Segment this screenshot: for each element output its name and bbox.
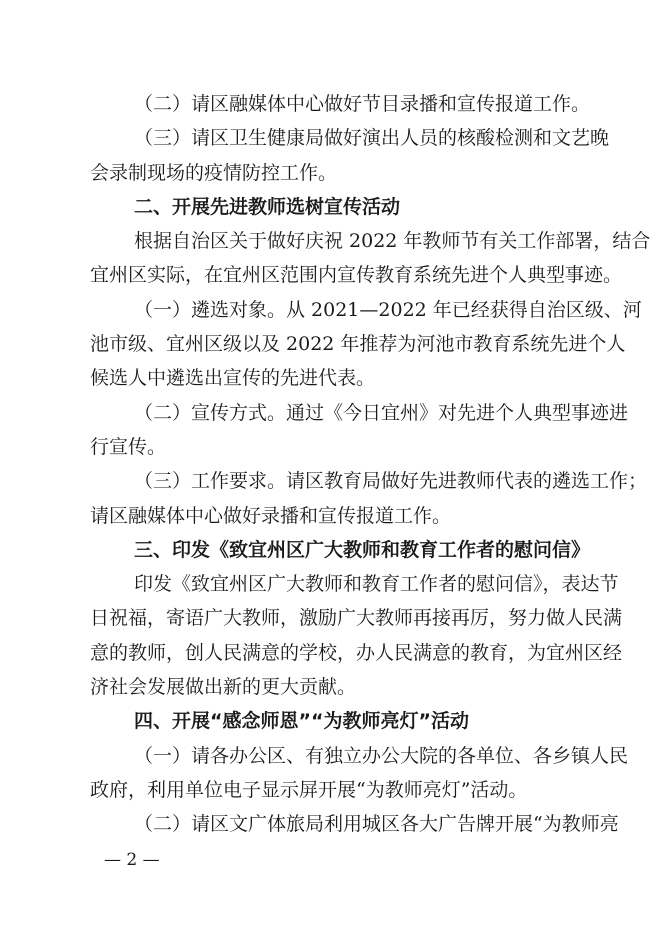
text-line: 宜州区实际，在宜州区范围内宣传教育系统先进个人典型事迹。 — [90, 264, 623, 287]
text-line: 三、印发《致宜州区广大教师和教育工作者的慰问信》 — [134, 538, 591, 561]
paragraph — [90, 224, 651, 293]
document-body — [90, 87, 651, 842]
text-line: 日祝福，寄语广大教师，激励广大教师再接再厉，努力做人民满 — [90, 607, 623, 630]
text-line: 济社会发展做出新的更大贡献。 — [90, 676, 357, 699]
page-number: — 2 — — [104, 850, 160, 870]
paragraph — [90, 464, 648, 533]
paragraph — [90, 396, 629, 465]
text-line: 印发《致宜州区广大教师和教育工作者的慰问信》，表达节 — [134, 573, 619, 596]
paragraph — [90, 293, 642, 396]
paragraph — [90, 121, 610, 190]
text-line: 请区融媒体中心做好录播和宣传报道工作。 — [90, 504, 452, 527]
paragraph — [90, 807, 619, 841]
section-heading — [90, 704, 580, 738]
text-line: （一）遴选对象。从 2021—2022 年已经获得自治区级、河 — [134, 298, 642, 321]
text-line: 政府，利用单位电子显示屏开展“为教师亮灯”活动。 — [90, 778, 528, 801]
text-line: 根据自治区关于做好庆祝 2022 年教师节有关工作部署，结合 — [134, 230, 651, 253]
text-line: （二）请区融媒体中心做好节目录播和宣传报道工作。 — [134, 93, 591, 115]
paragraph — [90, 87, 591, 121]
text-line: 意的教师，创人民满意的学校，办人民满意的教育，为宜州区经 — [90, 641, 623, 664]
text-line: （三）请区卫生健康局做好演出人员的核酸检测和文艺晚 — [134, 127, 610, 150]
text-line: 池市级、宜州区级以及 2022 年推荐为河池市教育系统先进个人 — [90, 333, 626, 356]
text-line: 四、开展“感念师恩”“为教师亮灯”活动 — [134, 710, 469, 733]
text-line: （二）宣传方式。通过《今日宜州》对先进个人典型事迹进 — [134, 401, 629, 424]
section-heading — [90, 533, 591, 567]
section-heading — [90, 190, 580, 224]
paragraph — [90, 567, 623, 704]
text-line: 行宣传。 — [90, 435, 167, 458]
text-line: （一）请各办公区、有独立办公大院的各单位、各乡镇人民 — [134, 744, 629, 767]
text-line: （三）工作要求。请区教育局做好先进教师代表的遴选工作； — [134, 470, 648, 493]
paragraph — [90, 739, 629, 808]
text-line: 候选人中遴选出宣传的先进代表。 — [90, 367, 376, 390]
text-line: 会录制现场的疫情防控工作。 — [90, 161, 338, 184]
text-line: 二、开展先进教师选树宣传活动 — [134, 195, 401, 218]
text-line: （二）请区文广体旅局利用城区各大广告牌开展“为教师亮 — [134, 813, 619, 836]
